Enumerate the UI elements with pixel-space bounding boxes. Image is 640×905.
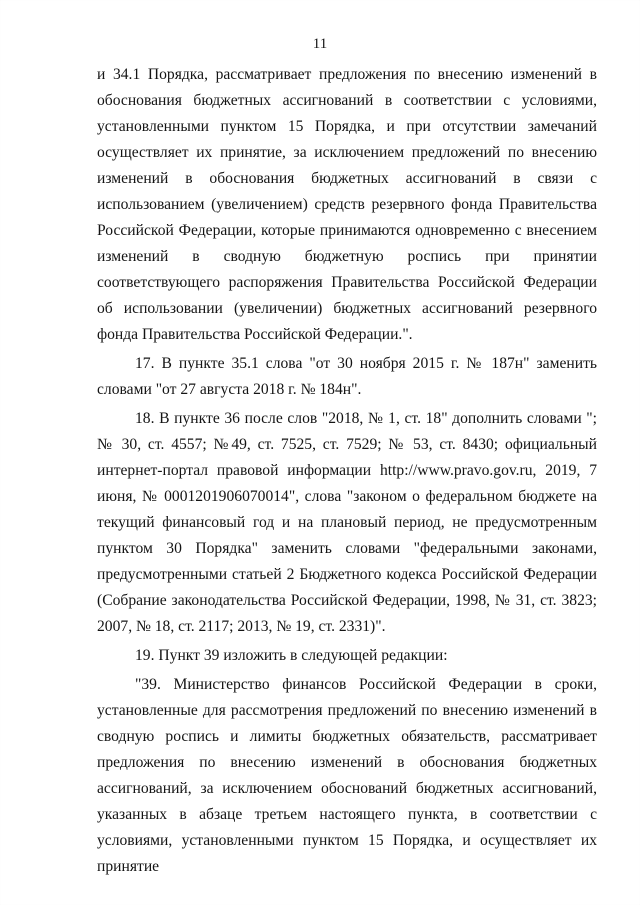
document-body [97, 62, 597, 880]
paragraph-item-18: 18. В пункте 36 после слов "2018, № 1, ст. 18" дополнить словами "; № 30, ст. 4557; №49, ст. 7525, ст. 7529; № 53, ст. 8430; официальный интернет-портал правовой информации http://www.pravo.gov.ru, 2019, 7 июня, № 0001201906070014", слова "законом о федеральном бюджете на текущий финансовый год и на плановый период, не предусмотренным пунктом 30 Порядка" заменить словами "федеральными законами, предусмотренными статьей 2 Бюджетного кодекса Российской Федерации (Собрание законодательства Российской Федерации, 1998, № 31, ст. 3823; 2007, № 18, ст. 2117; 2013, № 19, ст. 2331)". [97, 410, 597, 635]
page-number: 11 [312, 36, 328, 52]
paragraph-item-39-quote: "39. Министерство финансов Российской Федерации в сроки, установленные для рассмотрения предложений по внесению изменений в сводную роспись и лимиты бюджетных обязательств, рассматривает предложения по внесению изменений в обоснования бюджетных ассигнований, за исключением обоснований бюджетных ассигнований, указанных в абзаце третьем настоящего пункта, в соответствии с условиями, установленными пунктом 15 Порядка, и осуществляет их принятие [97, 676, 597, 875]
paragraph-item-19: 19. Пункт 39 изложить в следующей редакции: [135, 647, 448, 664]
paragraph-continuation: и 34.1 Порядка, рассматривает предложения по внесению изменений в обоснования бюджетных ассигнований в соответствии с условиями, установленными пунктом 15 Порядка, и при отсутствии замечаний осуществляет их принятие, за исключением предложений по внесению изменений в обоснования бюджетных ассигнований в связи с использованием (увеличением) средств резервного фонда Правительства Российской Федерации, которые принимаются одновременно с внесением изменений в сводную бюджетную роспись при принятии соответствующего распоряжения Правительства Российской Федерации об использовании (увеличении) бюджетных ассигнований резервного фонда Правительства Российской Федерации.". [97, 66, 597, 343]
paragraph-item-17: 17. В пункте 35.1 слова "от 30 ноября 2015 г. № 187н" заменить словами "от 27 августа 2018 г. № 184н". [97, 355, 597, 398]
